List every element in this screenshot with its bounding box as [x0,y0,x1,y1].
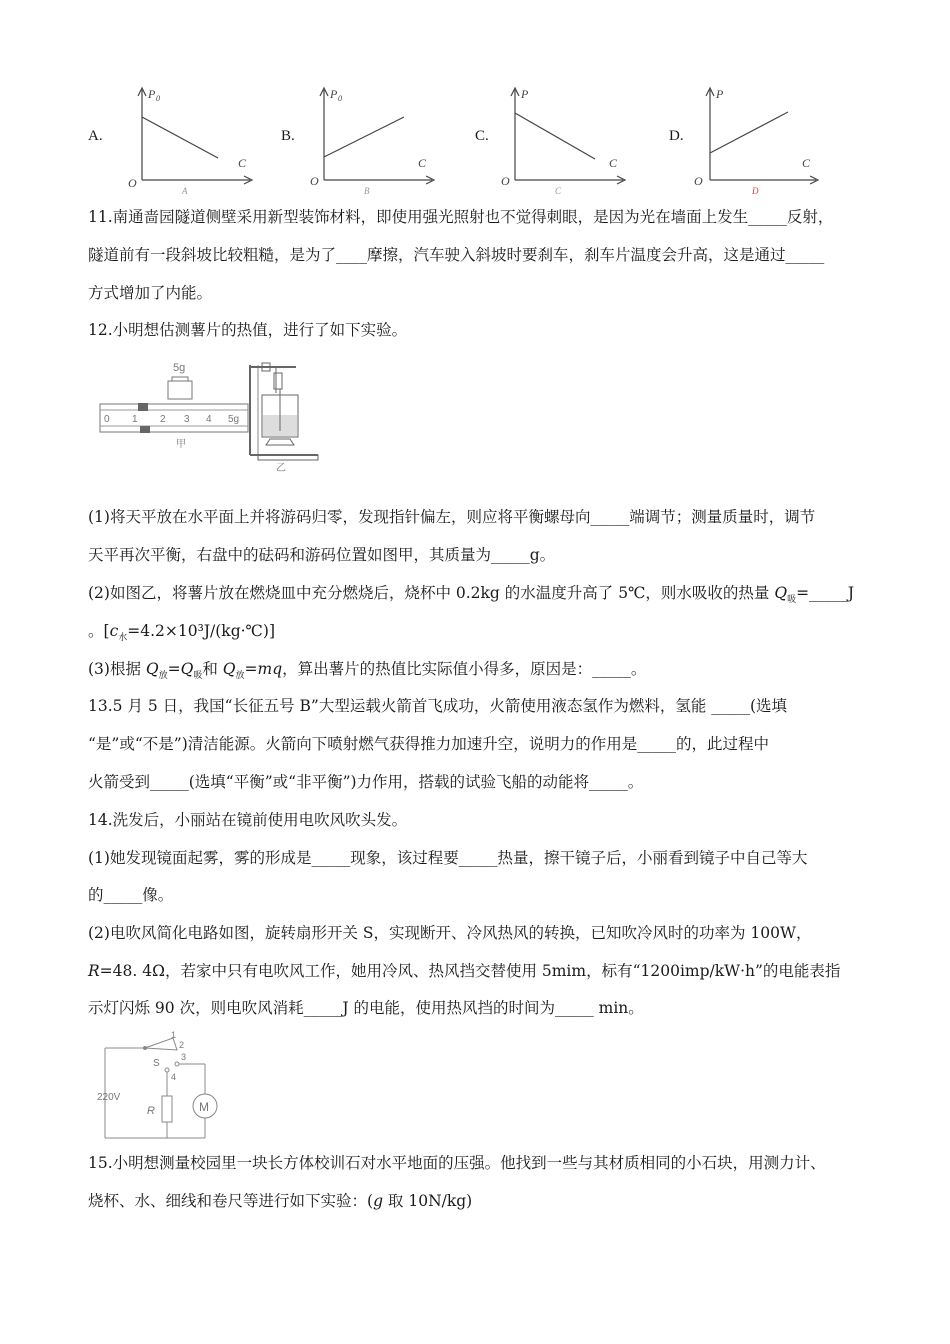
svg-text:B: B [364,186,370,196]
svg-text:O: O [694,174,703,188]
graph-c-line [515,113,595,159]
q12-1-line-2: 天平再次平衡，右盘中的砝码和游码位置如图甲，其质量为_____g。 [88,546,556,564]
svg-text:P: P [330,87,338,101]
svg-text:P: P [716,87,724,101]
q11-line-1: 11.南通啬园隧道侧壁采用新型装饰材料，即使用强光照射也不觉得刺眼，是因为光在墙面上发生_____反射， [88,208,834,226]
caption-jia: 甲 [176,439,186,450]
q12-2-line-1: (2)如图乙，将薯片放在燃烧皿中充分燃烧后，烧杯中 0.2kg 的水温度升高了 5℃，则水吸收的热量 $Q_吸=\_\_\_\_\_J$ [88,584,855,606]
svg-text:D: D [752,186,759,196]
option-d-label: D. [669,128,684,144]
q11-line-2: 隧道前有一段斜坡比较粗糙，是为了____摩擦，汽车驶入斜坡时要刹车，刹车片温度会升高，这是通过_____ [88,246,825,264]
motor-label: M [199,1100,209,1114]
svg-text:P: P [521,87,529,101]
option-b-label: B. [281,128,295,144]
svg-text:1: 1 [171,1030,177,1040]
svg-text:C: C [609,156,618,170]
svg-text:0: 0 [156,94,160,103]
svg-text:2: 2 [160,414,166,425]
svg-text:O: O [501,174,510,188]
q14-1-line-1: (1)她发现镜面起雾，雾的形成是_____现象，该过程要_____热量，擦干镜子后，小丽看到镜子中自己等大 [88,849,808,867]
graph-b [304,85,444,194]
svg-text:A: A [182,186,188,196]
q15-line-1: 15.小明想测量校园里一块长方体校训石对水平地面的压强。他找到一些与其材质相同的小石块，用测力计、 [88,1154,826,1172]
q14-2-line-3: 示灯闪烁 90 次，则电吹风消耗_____J 的电能，使用热风挡的时间为_____ min。 [88,999,644,1017]
q12-stem: 12.小明想估测薯片的热值，进行了如下实验。 [88,321,408,339]
graph-d [690,85,830,194]
q11-line-3: 方式增加了内能。 [88,284,213,302]
svg-text:O: O [310,174,319,188]
q12-2-line-2: 。$[c_水=4.2\times 10^3J/(kg\cdot℃)]$ [88,622,275,644]
q15-line-2: 烧杯、水、细线和卷尺等进行如下实验：(g 取 10N/kg) [88,1192,473,1210]
q14-1-line-2: 的_____像。 [88,886,174,904]
svg-text:0: 0 [104,414,110,425]
graph-a-line [142,117,218,158]
q12-figure [98,355,328,489]
option-a-label: A. [88,128,103,144]
q14-stem: 14.洗发后，小丽站在镜前使用电吹风吹头发。 [88,811,408,829]
svg-text:C: C [418,156,427,170]
svg-text:5g: 5g [228,414,240,425]
voltage-label: 220V [97,1092,121,1103]
svg-text:0: 0 [338,94,342,103]
q14-circuit [95,1030,235,1149]
q12-3-line: (3)根据 $Q_放=Q_吸$和 $Q_放=mq$，算出薯片的热值比实际值小得多，原因是：_____。 [88,660,647,682]
svg-text:3: 3 [184,414,190,425]
graph-a [120,85,260,194]
svg-text:2: 2 [179,1040,185,1050]
svg-text:1: 1 [132,414,138,425]
q13-line-3: 火箭受到_____(选填“平衡”或“非平衡”)力作用，搭载的试验飞船的动能将_____。 [88,773,644,791]
graph-a-ylabel: P [148,87,156,101]
q12-1-line-1: (1)将天平放在水平面上并将游码归零，发现指针偏左，则应将平衡螺母向_____端调节；测量质量时，调节 [88,508,816,526]
svg-text:4: 4 [171,1072,177,1082]
graph-b-line [324,117,404,157]
option-c-label: C. [475,128,489,144]
svg-text:4: 4 [206,414,212,425]
q13-line-1: 13.5 月 5 日，我国“长征五号 B”大型运载火箭首飞成功，火箭使用液态氢作为燃料，氢能 _____(选填 [88,697,788,715]
caption-yi: 乙 [276,463,286,474]
svg-text:3: 3 [181,1052,187,1062]
svg-text:C: C [238,156,247,170]
svg-text:C: C [802,156,811,170]
q14-2-line-2: R=48. 4Ω，若家中只有电吹风工作，她用冷风、热风挡交替使用 5mim，标有“1200imp/kW·h”的电能表指 [88,962,841,980]
svg-text:O: O [128,176,137,190]
q13-line-2: “是”或“不是”)清洁能源。火箭向下喷射燃气获得推力加速升空，说明力的作用是_____的，此过程中 [88,735,769,753]
switch-label: S [153,1058,160,1069]
graph-c [497,85,637,194]
graph-d-line [710,112,788,153]
svg-text:C: C [555,186,562,196]
resistor-label: R [147,1105,155,1117]
q14-2-line-1: (2)电吹风简化电路如图，旋转扇形开关 S，实现断开、冷风热风的转换，已知吹冷风时的功率为 100W， [88,924,812,942]
weight-label: 5g [173,362,186,374]
